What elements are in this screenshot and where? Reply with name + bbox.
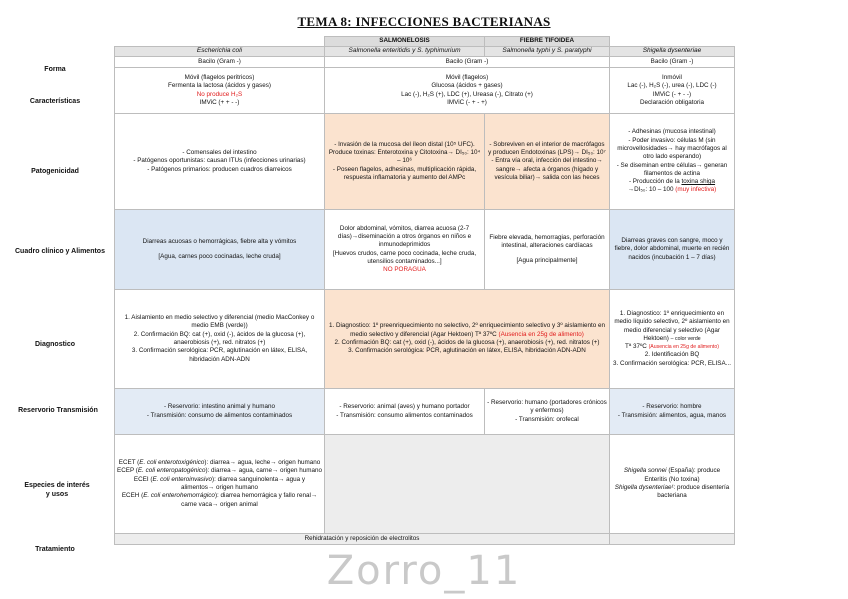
watermark-text: Zorro_11 [326,548,522,594]
caracteristicas-ecoli: Móvil (flagelos peritricos) Fermenta la lactosa (ácidos y gases) No produce H₂S IMViC (+ + - -) [115,68,325,114]
row-label-reservorio: Reservorio Transmisión [18,407,98,414]
cuadro-shigella: Diarreas graves con sangre, moco y fiebre, dolor abdominal, muerte en recién nacidos (incubación 1 – 7 días) [610,210,735,290]
header-salmonelosis: SALMONELOSIS [325,37,485,47]
patogenicidad-shigella: - Adhesinas (mucosa intestinal) - Poder invasivo: células M (sin microvellosidades→ hay macrófagos al otro lado esperando) - Se diseminan entre células→ generan filamentos de actina - Producción de la toxina shiga →DI₅₀: 10 – 100 (muy infectiva) [610,114,735,210]
patogenicidad-ecoli: - Comensales del intestino - Patógenos oportunistas: causan ITUs (infecciones urinarias) - Patógenos primarios: producen cuadros diarreicos [115,114,325,210]
header-ecoli: Escherichia coli [115,47,325,57]
page-title: TEMA 8: INFECCIONES BACTERIANAS [297,14,551,29]
header-fiebre-tifoidea: FIEBRE TIFOIDEA [485,37,610,47]
especies-salmonella [325,435,610,534]
header-shigella: Shigella dysenteriae [610,47,735,57]
reservorio-shigella: - Reservorio: hombre - Transmisión: alimentos, agua, manos [610,389,735,435]
forma-ecoli: Bacilo (Gram -) [115,57,325,68]
diagnostico-ecoli: 1. Aislamiento en medio selectivo y diferencial (medio MacConkey o medio EMB (verde)) 2. Confirmación BQ: cat (+), oxid (-), ácidos de la glucosa (+), anaerobiosis (+), red. nitratos (+) 3. Confirmación serológica: PCR, aglutinación en látex, ELISA, hibridación ADN-ADN [115,290,325,389]
tratamiento-general: Rehidratación y reposición de electrolitos [115,534,610,545]
forma-salmonella: Bacilo (Gram -) [325,57,610,68]
caracteristicas-salmonella: Móvil (flagelos) Glucosa (ácidos + gases) Lac (-), H₂S (+), LDC (+), Ureasa (-), Citrato (+) IMViC (- + - +) [325,68,610,114]
row-label-forma: Forma [44,66,66,73]
cuadro-ecoli: Diarreas acuosas o hemorrágicas, fiebre alta y vómitos [Agua, carnes poco cocinadas, leche cruda] [115,210,325,290]
patogenicidad-salmonella-enteritidis: - Invasión de la mucosa del íleon distal (10⁵ UFC). Produce toxinas: Enterotoxina y Citotoxina→ DI₅₀: 10⁴ – 10⁶ - Poseen flagelos, adhesinas, multiplicación rápida, respuesta inflamatoria y aumento del AMPc [325,114,485,210]
reservorio-ecoli: - Reservorio: intestino animal y humano - Transmisión: consumo de alimentos contaminados [115,389,325,435]
caracteristicas-shigella: Inmóvil Lac (-), H₂S (-), urea (-), LDC (-) IMViC (- + - -) Declaración obligatoria [610,68,735,114]
especies-shigella: Shigella sonnei (España): produce Enteritis (No toxina) Shigella dysenteriae¹: produce disentería bacteriana [610,435,735,534]
row-label-diagnostico: Diagnostico [34,341,76,348]
row-label-cuadro: Cuadro clínico y Alimentos [15,248,105,255]
diagnostico-shigella: 1. Diagnostico: 1º enriquecimiento en medio líquido selectivo, 2º aislamiento en medio diferencial y selectivo (Agar Hektoen) – color verde Tª 37ºC (Ausencia en 25g de alimento) 2. Identificación BQ 3. Confirmación serológica: PCR, ELISA... [610,290,735,389]
tratamiento-shigella [610,534,735,545]
reservorio-salmonella-enteritidis: - Reservorio: animal (aves) y humano portador - Transmisión: consumo alimentos contaminados [325,389,485,435]
especies-ecoli: ECET (E. coli enterotoxigénico): diarrea→ agua, leche→ origen humano ECEP (E. coli enteropatogénico): diarrea→ agua, carne→ origen humano ECEI (E. coli enteroinvasivo): diarrea sanguinolenta→ agua y alimentos→ origen humano ECEH (E. coli enterohemorrágico): diarrea hemorrágica y fallo renal→ carne vaca→ origen animal [115,435,325,534]
header-salmonella-typhi: Salmonella typhi y S. paratyphi [485,47,610,57]
forma-shigella: Bacilo (Gram -) [610,57,735,68]
diagnostico-salmonella: 1. Diagnostico: 1º preenriquecimiento no selectivo, 2º enriquecimiento selectivo y 3º aislamiento en medio selectivo y diferencial (Agar Hektoen) Tª 37ºC (Ausencia en 25g de alimento) 2. Confirmación BQ: cat (+), oxid (-), ácidos de la glucosa (+), anaerobiosis (+), red. nitratos (+) 3. Confirmación serológica: PCR, aglutinación en látex, ELISA, hibridación ADN-ADN [325,290,610,389]
cuadro-salmonella-typhi: Fiebre elevada, hemorragias, perforación intestinal, alteraciones cardíacas [Agua principalmente] [485,210,610,290]
patogenicidad-salmonella-typhi: - Sobreviven en el interior de macrófagos y producen Endotoxinas (LPS)→ DI₅₀: 10⁷ - Entra vía oral, infección del intestino→ sangre→ afecta a órganos (hígado y vesícula biliar)→ salida con las heces [485,114,610,210]
cuadro-salmonella-enteritidis: Dolor abdominal, vómitos, diarrea acuosa (2-7 días)→diseminación a otros órganos en niños e inmunodeprimidos [Huevos crudos, carne poco cocinada, leche cruda, utensilios contaminados...] NO PORAGUA [325,210,485,290]
reservorio-salmonella-typhi: - Reservorio: humano (portadores crónicos y enfermos) - Transmisión: orofecal [485,389,610,435]
row-label-patogenicidad: Patogenicidad [31,168,79,175]
row-label-caracteristicas: Características [29,98,81,105]
bacteria-table [114,36,735,545]
row-label-especies: Especies de interés y usos [24,482,90,498]
header-salmonella-enteritidis: Salmonella enteritidis y S. typhimurium [325,47,485,57]
row-label-tratamiento: Tratamiento [35,546,75,553]
